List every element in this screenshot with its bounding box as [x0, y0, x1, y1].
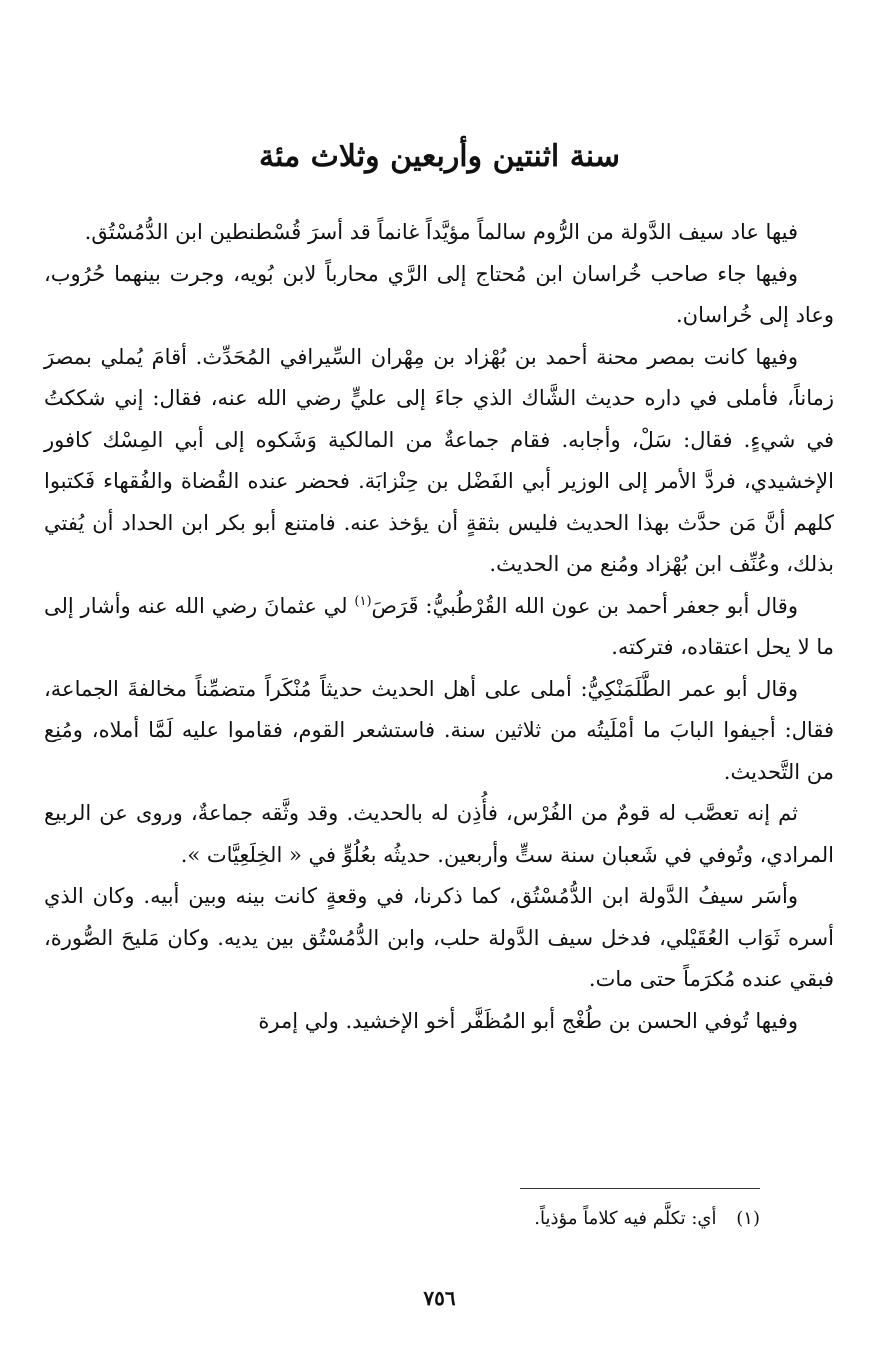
- footnote-number: (١): [736, 1208, 760, 1229]
- footnote-text: أي: تكلَّم فيه كلاماً مؤذياً.: [534, 1208, 717, 1229]
- paragraph-5: وقال أبو عمر الطَّلَمَنْكِيُّ: أملى على أهل الحديث حديثاً مُنْكَراً متضمِّناً مخالفةَ الجماعة، فقال: أجيفوا البابَ ما أمْلَيتُه من ثلاثين سنة. فاستشعر القوم، فقاموا عليه لَمَّا أملاه، ومُنِع من التَّحديث.: [44, 676, 834, 784]
- paragraph-4-start: وقال أبو جعفر أحمد بن عون الله القُرْطُبيُّ: قَرَصَ: [371, 593, 798, 618]
- footnote: [300, 1204, 760, 1234]
- paragraph-3: وفيها كانت بمصر محنة أحمد بن بُهْزاد بن مِهْران السِّيرافي المُحَدِّث. أقامَ يُملي بمصرَ زماناً، فأملى في داره حديث الشَّاك الذي جاءَ إلى عليٍّ رضي الله عنه، فقال: إني شككتُ في شيءٍ. فقال: سَلْ، وأجابه. فقام جماعةٌ من المالكية وَشَكوه إلى أبي المِسْك كافور الإخشيدي، فردَّ الأمر إلى الوزير أبي الفَضْل بن حِنْزابَة. فحضر عنده القُضاة والفُقهاء فَكتبوا كلهم أنَّ مَن حدَّث بهذا الحديث فليس بثقةٍ أن يؤخذ عنه. فامتنع أبو بكر ابن الحداد أن يُفتي بذلك، وعُنِّف ابن بُهْزاد ومُنع من الحديث.: [44, 344, 834, 576]
- main-text: [44, 212, 834, 1042]
- footnote-divider: [520, 1188, 760, 1189]
- page-title: سنة اثنتين وأربعين وثلاث مئة: [259, 139, 620, 174]
- footnote-marker: (١): [354, 593, 372, 609]
- paragraph-4: [44, 586, 834, 669]
- paragraph-4-end: لي عثمانَ رضي الله عنه وأشار إلى ما لا يحل اعتقاده، فتركته.: [44, 593, 834, 659]
- paragraph-6: ثم إنه تعصَّب له قومٌ من الفُرْس، فأُذِن له بالحديث. وقد وثَّقه جماعةٌ، وروى عن الربيع المرادي، وتُوفي في شَعبان سنة ستٍّ وأربعين. حديثُه بعُلُوٍّ في « الخِلَعِيَّات ».: [44, 801, 834, 867]
- paragraph-1: فيها عاد سيف الدَّولة من الرُّوم سالماً مؤيَّداً غانماً قد أسرَ قُسْطنطين ابن الدُّمُسْتُق.: [84, 220, 798, 244]
- paragraph-8: وفيها تُوفي الحسن بن طُغْج أبو المُظَفَّر أخو الإخشيد. ولي إمرة: [258, 1008, 798, 1033]
- paragraph-2: وفيها جاء صاحب خُراسان ابن مُحتاج إلى الرَّي محارباً لابن بُويه، وجرت بينهما حُرُوب، وعاد إلى خُراسان.: [44, 261, 834, 327]
- page-number: ٧٥٦: [423, 1286, 456, 1310]
- paragraph-7: وأسَر سيفُ الدَّولة ابن الدُّمُسْتُق، كما ذكرنا، في وقعةٍ كانت بينه وبين أبيه. وكان الذي أسره ثَوَاب العُقَيْلي، فدخل سيف الدَّولة حلب، وابن الدُّمُسْتُق بين يديه. وكان مَليحَ الصُّورة، فبقي عنده مُكرَماً حتى مات.: [44, 884, 834, 991]
